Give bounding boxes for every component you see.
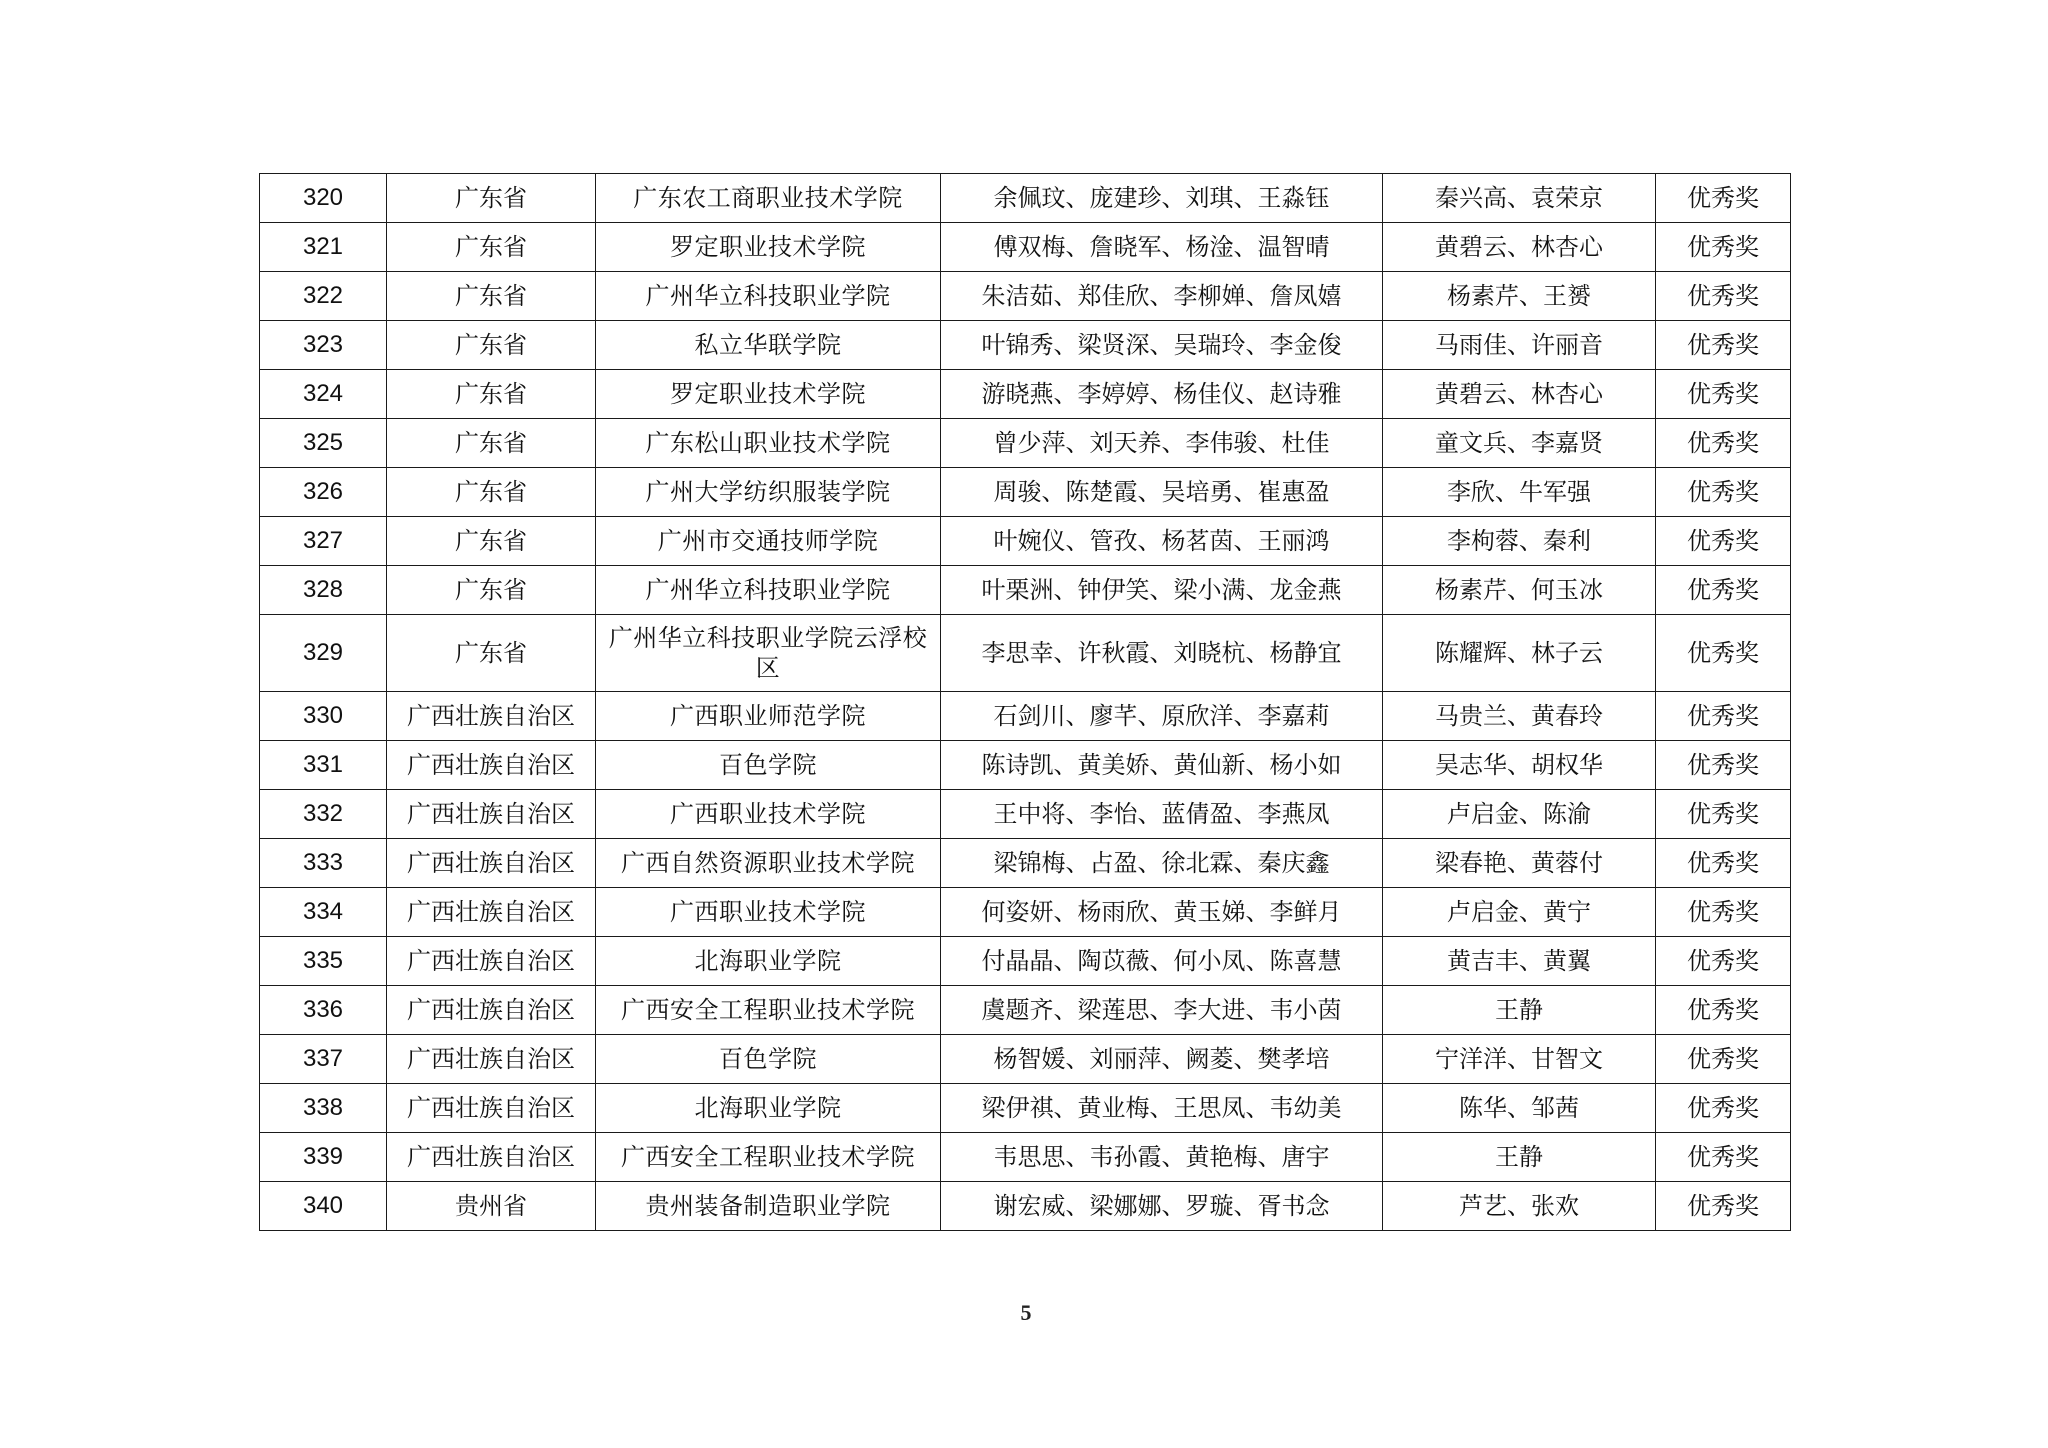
cell-school: 广西职业技术学院	[596, 888, 941, 937]
table-row	[260, 223, 1791, 272]
cell-number: 329	[260, 615, 387, 692]
cell-number: 320	[260, 174, 387, 223]
cell-number: 338	[260, 1084, 387, 1133]
cell-advisors: 梁春艳、黄蓉付	[1383, 839, 1656, 888]
cell-school: 广西职业技术学院	[596, 790, 941, 839]
cell-number: 321	[260, 223, 387, 272]
table-row	[260, 321, 1791, 370]
cell-award: 优秀奖	[1656, 888, 1791, 937]
cell-school: 广东农工商职业技术学院	[596, 174, 941, 223]
cell-province: 广西壮族自治区	[387, 1084, 596, 1133]
cell-school: 广州华立科技职业学院	[596, 566, 941, 615]
cell-province: 广东省	[387, 468, 596, 517]
cell-number: 328	[260, 566, 387, 615]
cell-school: 广西职业师范学院	[596, 692, 941, 741]
award-table-body	[260, 174, 1791, 1231]
cell-award: 优秀奖	[1656, 566, 1791, 615]
cell-province: 广西壮族自治区	[387, 790, 596, 839]
cell-award: 优秀奖	[1656, 790, 1791, 839]
cell-advisors: 陈耀辉、林子云	[1383, 615, 1656, 692]
cell-members: 朱洁茹、郑佳欣、李柳婵、詹凤嬉	[941, 272, 1383, 321]
cell-members: 付晶晶、陶苡薇、何小凤、陈喜慧	[941, 937, 1383, 986]
cell-advisors: 宁洋洋、甘智文	[1383, 1035, 1656, 1084]
cell-award: 优秀奖	[1656, 615, 1791, 692]
table-row	[260, 174, 1791, 223]
cell-advisors: 李欣、牛军强	[1383, 468, 1656, 517]
cell-number: 335	[260, 937, 387, 986]
cell-members: 余佩玟、庞建珍、刘琪、王淼钰	[941, 174, 1383, 223]
cell-school: 罗定职业技术学院	[596, 223, 941, 272]
table-row	[260, 370, 1791, 419]
cell-award: 优秀奖	[1656, 174, 1791, 223]
cell-award: 优秀奖	[1656, 321, 1791, 370]
cell-members: 韦思思、韦孙霞、黄艳梅、唐宇	[941, 1133, 1383, 1182]
cell-members: 梁伊祺、黄业梅、王思凤、韦幼美	[941, 1084, 1383, 1133]
cell-number: 323	[260, 321, 387, 370]
cell-number: 340	[260, 1182, 387, 1231]
cell-school: 广东松山职业技术学院	[596, 419, 941, 468]
cell-school: 广西自然资源职业技术学院	[596, 839, 941, 888]
table-row	[260, 986, 1791, 1035]
cell-province: 广东省	[387, 566, 596, 615]
cell-number: 326	[260, 468, 387, 517]
cell-province: 广西壮族自治区	[387, 986, 596, 1035]
cell-province: 广东省	[387, 321, 596, 370]
cell-school: 广州华立科技职业学院	[596, 272, 941, 321]
cell-province: 广东省	[387, 419, 596, 468]
table-row	[260, 692, 1791, 741]
cell-province: 广西壮族自治区	[387, 692, 596, 741]
cell-province: 广西壮族自治区	[387, 1133, 596, 1182]
cell-award: 优秀奖	[1656, 1182, 1791, 1231]
cell-award: 优秀奖	[1656, 223, 1791, 272]
cell-number: 339	[260, 1133, 387, 1182]
cell-number: 334	[260, 888, 387, 937]
cell-advisors: 黄碧云、林杏心	[1383, 370, 1656, 419]
cell-advisors: 马雨佳、许丽音	[1383, 321, 1656, 370]
cell-school: 罗定职业技术学院	[596, 370, 941, 419]
cell-award: 优秀奖	[1656, 986, 1791, 1035]
table-row	[260, 888, 1791, 937]
table-row	[260, 1133, 1791, 1182]
table-row	[260, 517, 1791, 566]
cell-number: 325	[260, 419, 387, 468]
table-row	[260, 615, 1791, 692]
cell-number: 330	[260, 692, 387, 741]
cell-number: 336	[260, 986, 387, 1035]
cell-school: 贵州装备制造职业学院	[596, 1182, 941, 1231]
table-row	[260, 566, 1791, 615]
table-row	[260, 468, 1791, 517]
cell-members: 游晓燕、李婷婷、杨佳仪、赵诗雅	[941, 370, 1383, 419]
cell-award: 优秀奖	[1656, 741, 1791, 790]
cell-advisors: 卢启金、黄宁	[1383, 888, 1656, 937]
cell-number: 322	[260, 272, 387, 321]
cell-school: 广西安全工程职业技术学院	[596, 1133, 941, 1182]
cell-members: 叶栗洲、钟伊笑、梁小满、龙金燕	[941, 566, 1383, 615]
table-row	[260, 1084, 1791, 1133]
cell-number: 324	[260, 370, 387, 419]
cell-award: 优秀奖	[1656, 370, 1791, 419]
cell-number: 333	[260, 839, 387, 888]
cell-members: 王中将、李怡、蓝倩盈、李燕凤	[941, 790, 1383, 839]
cell-award: 优秀奖	[1656, 1035, 1791, 1084]
cell-award: 优秀奖	[1656, 468, 1791, 517]
cell-school: 私立华联学院	[596, 321, 941, 370]
cell-award: 优秀奖	[1656, 1084, 1791, 1133]
cell-province: 广西壮族自治区	[387, 741, 596, 790]
cell-school: 北海职业学院	[596, 1084, 941, 1133]
cell-advisors: 卢启金、陈渝	[1383, 790, 1656, 839]
cell-members: 梁锦梅、占盈、徐北霖、秦庆鑫	[941, 839, 1383, 888]
cell-members: 曾少萍、刘天养、李伟骏、杜佳	[941, 419, 1383, 468]
cell-advisors: 马贵兰、黄春玲	[1383, 692, 1656, 741]
cell-province: 广东省	[387, 174, 596, 223]
cell-award: 优秀奖	[1656, 692, 1791, 741]
cell-advisors: 李枸蓉、秦利	[1383, 517, 1656, 566]
page-number: 5	[1020, 1300, 1032, 1325]
cell-members: 叶婉仪、管孜、杨茗茵、王丽鸿	[941, 517, 1383, 566]
cell-advisors: 芦艺、张欢	[1383, 1182, 1656, 1231]
cell-province: 广西壮族自治区	[387, 888, 596, 937]
table-row	[260, 790, 1791, 839]
cell-advisors: 王静	[1383, 986, 1656, 1035]
table-row	[260, 419, 1791, 468]
cell-province: 广东省	[387, 223, 596, 272]
cell-province: 广西壮族自治区	[387, 937, 596, 986]
cell-number: 337	[260, 1035, 387, 1084]
cell-province: 广东省	[387, 272, 596, 321]
cell-advisors: 黄碧云、林杏心	[1383, 223, 1656, 272]
cell-members: 何姿妍、杨雨欣、黄玉娣、李鲜月	[941, 888, 1383, 937]
cell-award: 优秀奖	[1656, 839, 1791, 888]
cell-members: 谢宏威、梁娜娜、罗璇、胥书念	[941, 1182, 1383, 1231]
cell-province: 广西壮族自治区	[387, 839, 596, 888]
table-row	[260, 937, 1791, 986]
cell-members: 李思幸、许秋霞、刘晓杭、杨静宜	[941, 615, 1383, 692]
cell-advisors: 秦兴高、袁荣京	[1383, 174, 1656, 223]
cell-advisors: 吴志华、胡权华	[1383, 741, 1656, 790]
cell-school: 百色学院	[596, 741, 941, 790]
cell-members: 周骏、陈楚霞、吴培勇、崔惠盈	[941, 468, 1383, 517]
cell-school: 百色学院	[596, 1035, 941, 1084]
cell-advisors: 杨素芹、王赟	[1383, 272, 1656, 321]
cell-province: 广东省	[387, 615, 596, 692]
cell-school: 广州华立科技职业学院云浮校区	[596, 615, 941, 692]
table-row	[260, 839, 1791, 888]
cell-province: 广东省	[387, 370, 596, 419]
cell-school: 北海职业学院	[596, 937, 941, 986]
cell-members: 石剑川、廖芊、原欣洋、李嘉莉	[941, 692, 1383, 741]
cell-award: 优秀奖	[1656, 937, 1791, 986]
cell-school: 广西安全工程职业技术学院	[596, 986, 941, 1035]
cell-advisors: 黄吉丰、黄翼	[1383, 937, 1656, 986]
cell-school: 广州市交通技师学院	[596, 517, 941, 566]
cell-members: 陈诗凯、黄美娇、黄仙新、杨小如	[941, 741, 1383, 790]
cell-province: 广西壮族自治区	[387, 1035, 596, 1084]
cell-award: 优秀奖	[1656, 419, 1791, 468]
award-table	[259, 173, 1791, 1231]
table-row	[260, 1182, 1791, 1231]
cell-number: 327	[260, 517, 387, 566]
cell-members: 傅双梅、詹晓军、杨淦、温智晴	[941, 223, 1383, 272]
cell-members: 叶锦秀、梁贤深、吴瑞玲、李金俊	[941, 321, 1383, 370]
cell-school: 广州大学纺织服装学院	[596, 468, 941, 517]
cell-number: 332	[260, 790, 387, 839]
cell-advisors: 王静	[1383, 1133, 1656, 1182]
table-row	[260, 1035, 1791, 1084]
cell-province: 广东省	[387, 517, 596, 566]
cell-award: 优秀奖	[1656, 1133, 1791, 1182]
cell-award: 优秀奖	[1656, 517, 1791, 566]
cell-award: 优秀奖	[1656, 272, 1791, 321]
table-row	[260, 741, 1791, 790]
cell-advisors: 陈华、邹茜	[1383, 1084, 1656, 1133]
cell-advisors: 童文兵、李嘉贤	[1383, 419, 1656, 468]
cell-advisors: 杨素芹、何玉冰	[1383, 566, 1656, 615]
cell-province: 贵州省	[387, 1182, 596, 1231]
cell-members: 虞题齐、梁莲思、李大进、韦小茵	[941, 986, 1383, 1035]
cell-members: 杨智媛、刘丽萍、阙菱、樊孝培	[941, 1035, 1383, 1084]
table-row	[260, 272, 1791, 321]
cell-number: 331	[260, 741, 387, 790]
